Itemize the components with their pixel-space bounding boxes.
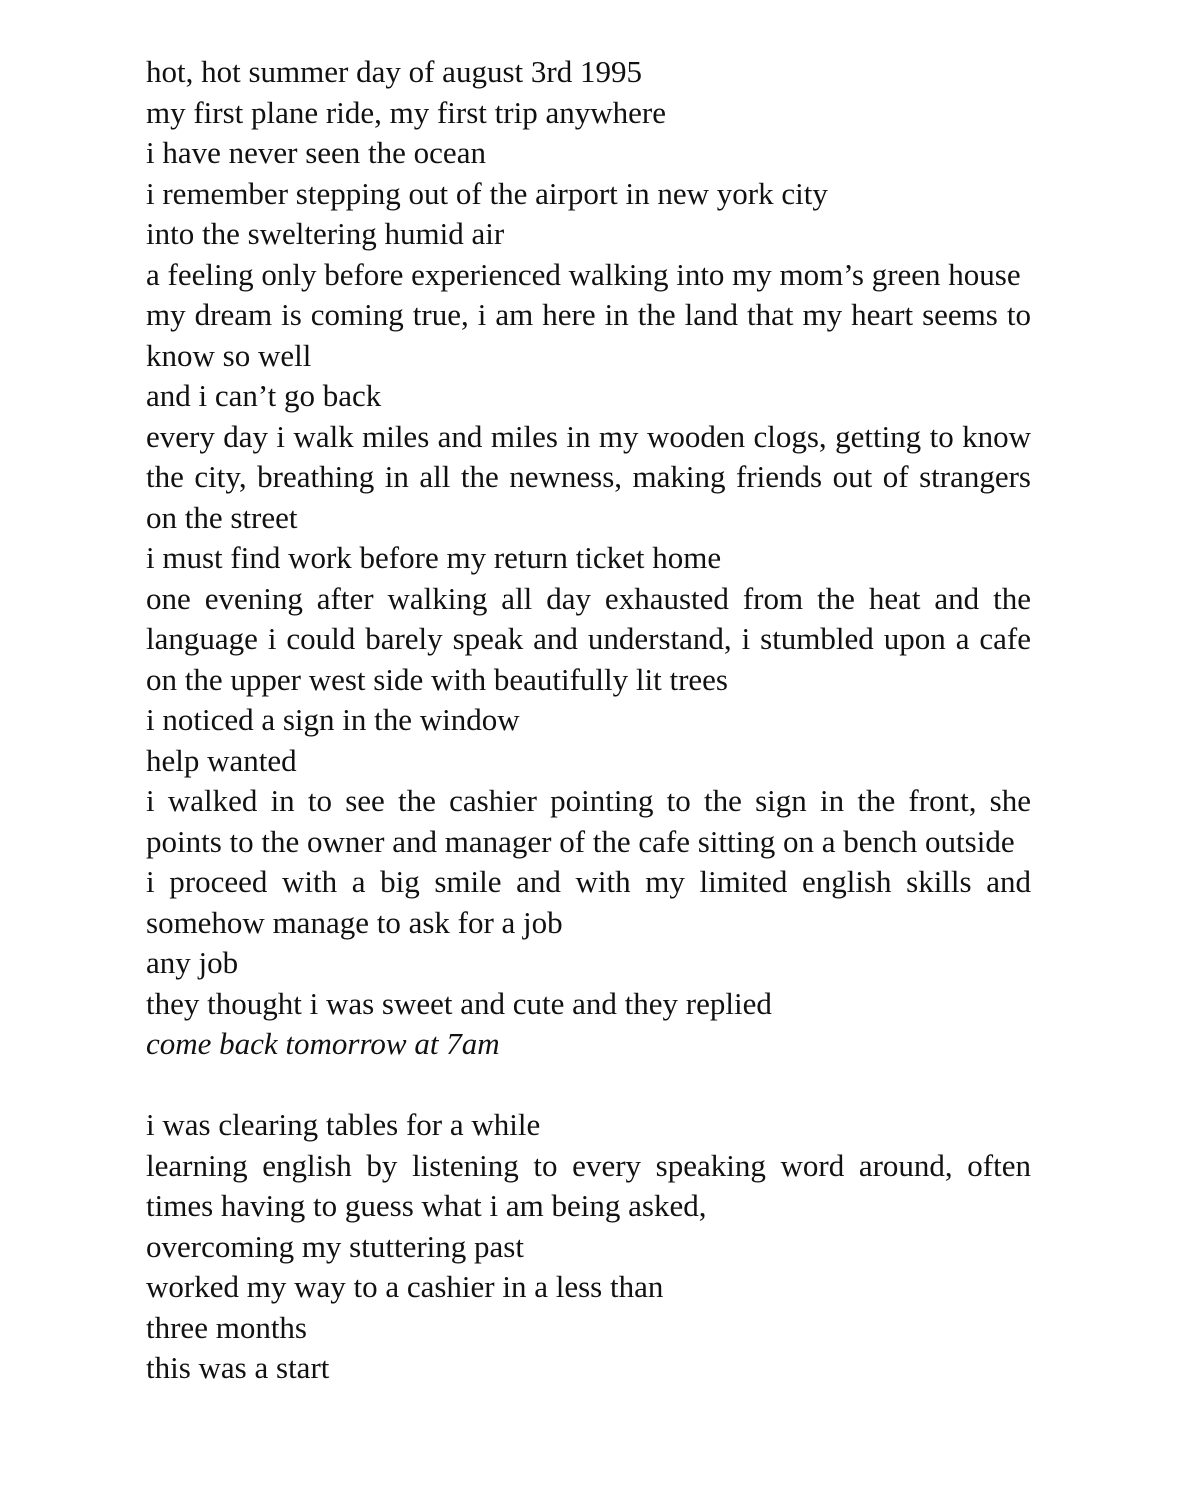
poem-line: three months [146, 1309, 307, 1345]
poem-line: a feeling only before experienced walking into my mom’s green house [146, 256, 1021, 292]
poem-line: my first plane ride, my first trip anywhere [146, 94, 666, 130]
poem-line: learning english by listening to every speaking word around, often times having to guess what i am being asked, [146, 1147, 1031, 1223]
poem-line: i have never seen the ocean [146, 135, 486, 170]
poem-line: i must find work before my return ticket home [146, 540, 722, 575]
poem-line: worked my way to a cashier in a less than [146, 1269, 664, 1304]
poem-line: into the sweltering humid air [146, 216, 505, 251]
poem-line: every day i walk miles and miles in my wooden clogs, getting to know the city, breathing in all the newness, making friends out of strangers on the street [146, 418, 1031, 535]
poem-line: my dream is coming true, i am here in the land that my heart seems to know so well [146, 297, 1031, 373]
poem-line: i walked in to see the cashier pointing to the sign in the front, she points to the owner and manager of the cafe sitting on a bench outside [146, 783, 1031, 859]
poem-line: hot, hot summer day of august 3rd 1995 [146, 54, 642, 89]
stanza-2 [146, 1105, 1031, 1389]
poem-line: i noticed a sign in the window [146, 702, 520, 737]
poem-line: and i can’t go back [146, 378, 382, 413]
stanza-1 [146, 52, 1031, 1065]
poem-line: help wanted [146, 742, 297, 778]
poem-line: this was a start [146, 1350, 330, 1385]
poem-line: they thought i was sweet and cute and they replied [146, 985, 772, 1021]
poem-page [146, 52, 1031, 1389]
poem-line: i remember stepping out of the airport in new york city [146, 175, 828, 211]
poem-line-italic: come back tomorrow at 7am [146, 1026, 500, 1061]
poem-line: any job [146, 945, 239, 980]
poem-line: overcoming my stuttering past [146, 1228, 524, 1264]
poem-line: i was clearing tables for a while [146, 1107, 541, 1142]
poem-line: i proceed with a big smile and with my limited english skills and somehow manage to ask for a job [146, 864, 1031, 940]
poem-line: one evening after walking all day exhausted from the heat and the language i could barely speak and understand, i stumbled upon a cafe on the upper west side with beautifully lit trees [146, 580, 1031, 697]
